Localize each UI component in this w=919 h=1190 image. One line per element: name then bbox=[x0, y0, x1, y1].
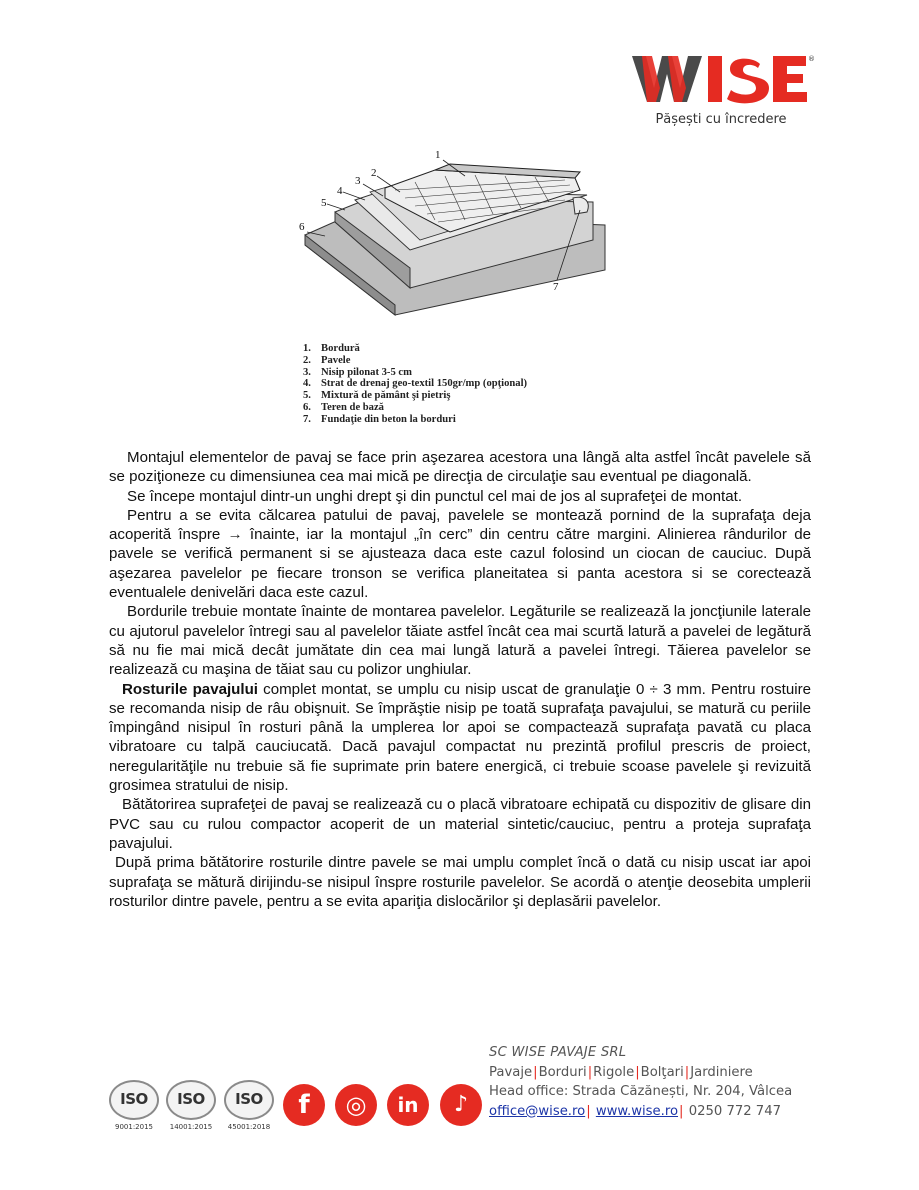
website-link[interactable]: www.wise.ro bbox=[595, 1103, 679, 1119]
figure-legend bbox=[303, 343, 527, 426]
phone-number: 0250 772 747 bbox=[688, 1103, 781, 1119]
legend-item: 3. Nisip pilonat 3-5 cm bbox=[303, 366, 412, 378]
company-info bbox=[489, 1043, 819, 1121]
registered-mark: ® bbox=[808, 55, 815, 63]
paragraph-laying-direction: Pentru a se evita călcarea patului de pavaj, pavelele se montează pornind de la suprafaţa deja acoperită înspre → înainte, iar la montajul „în cerc” din centru către margini. Alinierea rândurilor de pavele se verifică permanent si se ajusteaza daca este cazul folosind un ciocan de cauciuc. După aşezarea pavelelor pe fiecare tronson se verifica planeitatea si panta acestora si se corectează eventualele denivelări daca este cazul. bbox=[109, 506, 811, 602]
company-name: SC WISE PAVAJE SRL bbox=[489, 1045, 627, 1060]
legend-item: 4. Strat de drenaj geo-textil 150gr/mp (opţional) bbox=[303, 378, 528, 390]
joints-text: complet montat, se umplu cu nisip uscat de granulaţie 0 ÷ 3 mm. Pentru rostuire se recomanda nisip de râu obişnuit. Se împrăştie nisip pe toată suprafaţa pavajului, se matură cu periile împingând nisipul în rosturi până la umplerea lor apoi se compactează suprafaţa pavată cu placa vibratoare cu talpă cauciucată. Dacă pavajul compactat nu prezintă profilul prescris de proiect, neregularităţile nu trebuie să fie suprimate prin batere energică, ci trebuie scoase pavelele şi revizuită grosimea stratului de nisip. bbox=[109, 680, 811, 795]
paragraph-final-filling: După prima bătătorire rosturile dintre pavele se mai umplu complet încă o dată cu nisip uscat iar apoi suprafaţa se mătură dirijindu-se nisipul înspre rosturile pavelelor. Se acordă o atenţie deosebita umplerii rosturilor dintre pavele, pentru a se evita apariţia dislocărilor şi deplasării pavelelor. bbox=[109, 854, 811, 910]
instagram-icon[interactable]: ◎ bbox=[335, 1084, 377, 1126]
email-link[interactable]: office@wise.ro bbox=[489, 1103, 586, 1119]
iso-45001-badge: ISO 45001:2018 bbox=[224, 1080, 274, 1130]
legend-item: 6. Teren de bază bbox=[303, 401, 384, 413]
linkedin-icon[interactable]: in bbox=[387, 1084, 429, 1126]
paving-cross-section-figure bbox=[275, 140, 610, 440]
callout-3: 3 bbox=[355, 175, 361, 187]
facebook-icon[interactable]: f bbox=[283, 1084, 325, 1126]
callout-5: 5 bbox=[321, 197, 327, 209]
wise-logo-mark bbox=[632, 52, 815, 108]
callout-1: 1 bbox=[435, 149, 441, 161]
paragraph-curbs: Bordurile trebuie montate înainte de montarea pavelelor. Legăturile se realizează la joncţiunile laterale cu ajutorul pavelelor întregi sau al pavelelor tăiate astfel încât cea mai scurtă latură a pavelei de legătură să nu fie mai mică decât jumătate din cea mai lungă latură a pavelei întregi. Tăierea pavelelor se realizează cu maşina de tăiat sau cu polizor unghiular. bbox=[109, 603, 811, 679]
tagline: Pășești cu încredere bbox=[655, 112, 787, 127]
callout-6: 6 bbox=[299, 221, 305, 233]
legend-item: 2. Pavele bbox=[303, 354, 351, 366]
tiktok-icon[interactable]: ♪ bbox=[440, 1084, 482, 1126]
document-body bbox=[109, 448, 811, 911]
joints-heading: Rosturile pavajului bbox=[122, 680, 258, 698]
iso-9001-badge: ISO 9001:2015 bbox=[109, 1080, 159, 1130]
brand-logo bbox=[632, 52, 815, 132]
paragraph-paving-placement: Montajul elementelor de pavaj se face prin aşezarea acestora una lângă alta astfel încât pavelele să se poziţioneze cu dimensiunea cea mai mică pe direcţia de circulaţie sau eventual pe diagonală. bbox=[109, 449, 811, 486]
callout-7: 7 bbox=[553, 281, 559, 293]
cross-section-drawing bbox=[275, 140, 610, 340]
contact-line: office@wise.ro| www.wise.ro| 0250 772 747 bbox=[489, 1103, 781, 1119]
legend-item: 7. Fundaţie din beton la borduri bbox=[303, 413, 456, 425]
paragraph-joints bbox=[109, 680, 811, 796]
legend-item: 5. Mixtură de pământ şi pietriş bbox=[303, 390, 451, 402]
paragraph-compaction: Bătătorirea suprafeţei de pavaj se realizează cu o placă vibratoare echipată cu dispozitiv de glisare din PVC sau cu rulou compactor acoperit de un material sintetic/cauciuc, pentru a proteja suprafaţa pavajului. bbox=[109, 796, 811, 852]
head-office-address: Head office: Strada Căzănești, Nr. 204, Vâlcea bbox=[489, 1084, 793, 1099]
iso-14001-badge: ISO 14001:2015 bbox=[166, 1080, 216, 1130]
callout-4: 4 bbox=[337, 185, 343, 197]
callout-2: 2 bbox=[371, 167, 377, 179]
legend-item: 1. Bordură bbox=[303, 343, 360, 354]
product-list: Pavaje|Borduri|Rigole|Bolţari|Jardiniere bbox=[489, 1064, 753, 1080]
paragraph-start-point: Se începe montajul dintr-un unghi drept şi din punctul cel mai de jos al suprafeţei de montat. bbox=[127, 487, 743, 505]
